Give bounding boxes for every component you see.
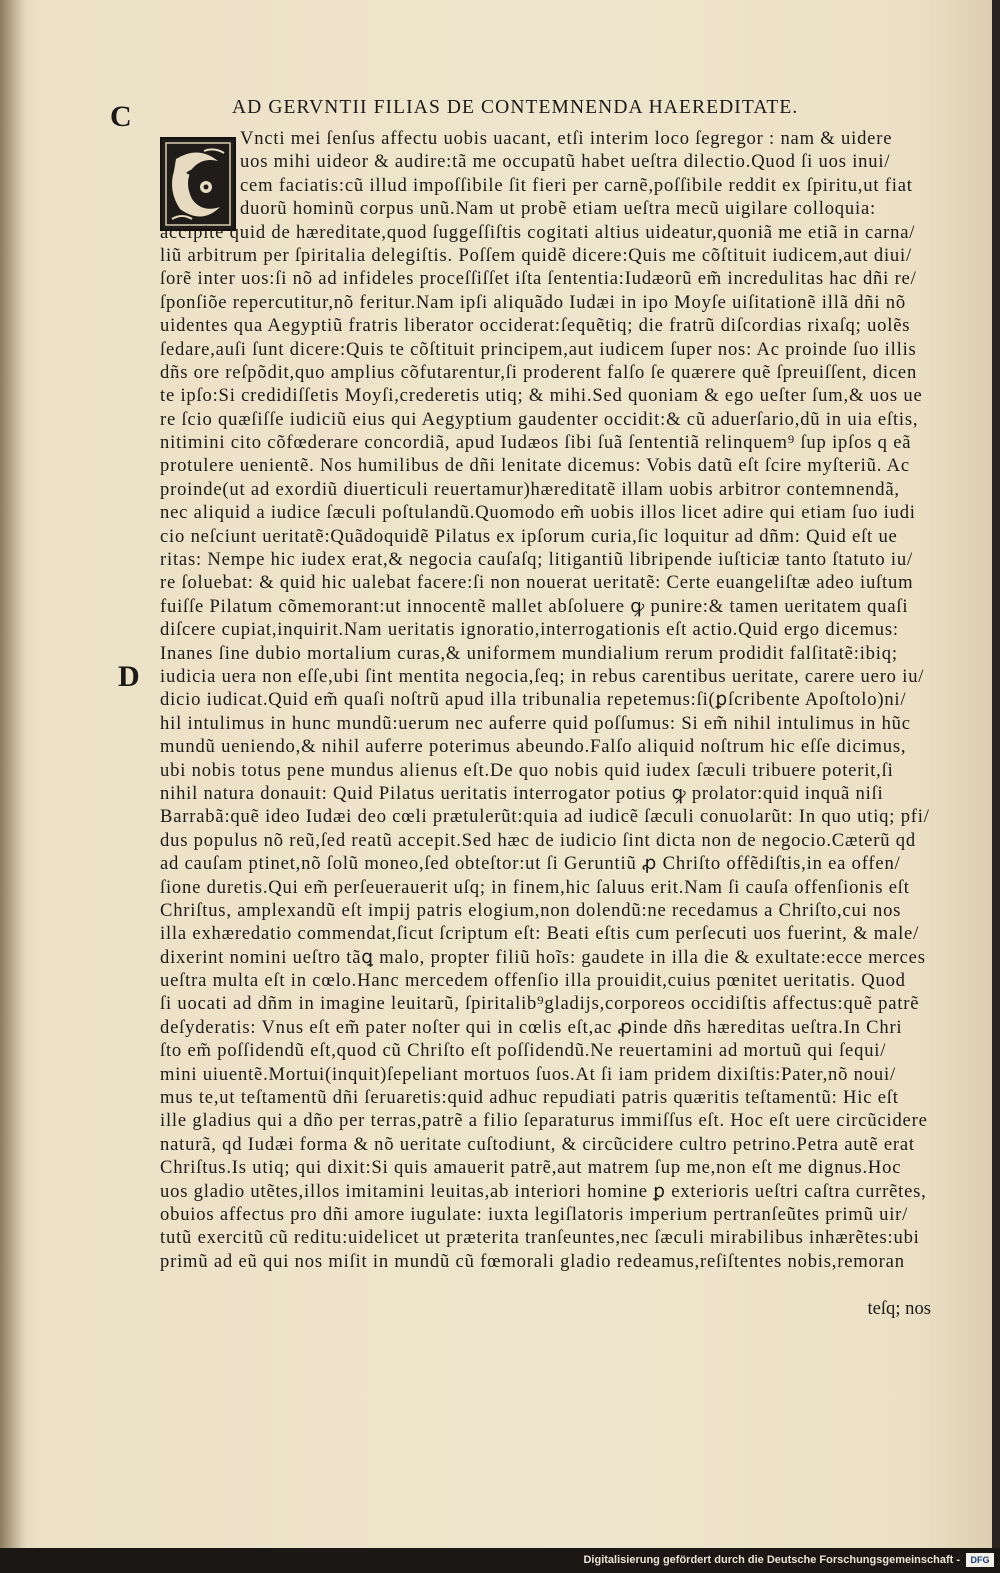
text-line: ſione duretis.Qui em̃ perſeuerauerit uſq; in finem,hic ſaluus erit.Nam ſi cauſa offenſionis eſt (160, 876, 910, 898)
text-line: Barrabã:quẽ ideo Iudæi deo cœli prætulerũt:quia ad iudicẽ ſæculi conuolarũt: In quo utiq; pfi/ (160, 806, 930, 828)
funding-notice: Digitalisierung gefördert durch die Deutsche Forschungsgemeinschaft - (583, 1554, 960, 1566)
text-line: ſponſiõe repercutitur,nõ feritur.Nam ipſi aliquãdo Iudæi in ipo Moyſe uiſitationẽ illã dñi nõ (160, 291, 906, 313)
catchword: teſq; nos (867, 1297, 931, 1319)
text-line: te ipſo:Si credidiſſetis Moyſi,crederetis utiq; & mihi.Sed quoniam & ego ueſter ſum,& uos ue (160, 385, 923, 407)
text-line: ubi nobis totus pene mundus alienus eſt.De quo nobis quid iudex ſæculi tribuere poterit,ſi (160, 759, 894, 781)
text-line: obuios affectus pro dñi amore iugulate: iuxta legiſlatoris imperium pertranſeũtes primũ uir/ (160, 1203, 909, 1225)
text-line: Chriſtus.Is utiq; qui dixit:Si quis amauerit patrẽ,aut matrem ſup me,non eſt me dignus.Hoc (160, 1157, 902, 1179)
text-line: ſi uocati ad dñm in imagine leuitarũ, ſpiritalib⁹gladijs,corporeos occidiſtis affectus:quẽ patrẽ (160, 993, 920, 1015)
text-line: dus populus nõ reũ,ſed reatũ accepit.Sed hæc de iudicio ſint dicta non de negocio.Cæterũ qd (160, 829, 916, 851)
margin-marker-c: C (110, 100, 132, 133)
text-line: deſyderatis: Vnus eſt em̃ pater noſter qui in cœlis eſt,ac ꝓinde dñs hæreditas ueſtra.In Chri (160, 1016, 903, 1038)
footer-bar (0, 1548, 1000, 1573)
text-line: nihil natura donauit: Quid Pilatus ueritatis interrogator potius ꝙ prolator:quid inquã niſi (160, 782, 884, 804)
text-line: Inanes ſine dubio mortalium curas,& uniformem mundialium rerum prodidit falſitatẽ:ibiq; (160, 642, 898, 664)
gutter-shadow (0, 0, 26, 1548)
text-line: uos mihi uideor & audire:tã me occupatũ habet ueſtra dilectio.Quod ſi uos inui/ (240, 151, 891, 173)
body-text (160, 127, 935, 1320)
text-line (160, 1273, 935, 1296)
page-edge (992, 0, 996, 1548)
text-line: naturã, qd Iudæi forma & nõ ueritate cuſtodiunt, & circũcidere cultro petrino.Petra autẽ erat (160, 1133, 915, 1155)
text-line: nec aliquid a iudice ſæculi poſtulandũ.Quomodo em̃ uobis illos licet adire qui etiam ſuo iudi (160, 502, 916, 524)
text-line: liũ arbitrum per ſpiritalia delegiſtis. Poſſem quidẽ dicere:Quis me cõſtituit iudicem,aut diui/ (160, 244, 912, 266)
text-line: primũ ad eũ qui nos miſit in mundũ cũ fœmorali gladio redeamus,reſiſtentes nobis,remoran (160, 1250, 905, 1272)
text-line: mini uiuentẽ.Mortui(inquit)ſepeliant mortuos ſuos.At ſi iam pridem dixiſtis:Pater,nõ noui/ (160, 1063, 896, 1085)
margin-marker-d: D (118, 660, 140, 693)
page-heading: AD GERVNTII FILIAS DE CONTEMNENDA HAEREDITATE. (232, 97, 799, 118)
text-line: ueſtra multa eſt in cœlo.Hanc mercedem offenſio illa prouidit,cuius pœnitet ueritatis. Quod (160, 970, 906, 992)
text-line: mus te,ut teſtamentũ dñi ſeruaretis:quid adhuc repudiati patris quæritis teſtamentũ: Hic eſt (160, 1087, 899, 1109)
text-line: Chriſtus, amplexandũ eſt impij patris elogium,non dolendũ:ne recedamus a Chriſto,cui nos (160, 899, 902, 921)
text-line: iudicia uera non eſſe,ubi ſint mentita negocia,ſeq; in rebus carentibus ueritate, carere uero iu/ (160, 665, 925, 687)
text-line: re ſcio quæſiſſe iudiciũ eius qui Aegyptium gaudenter occidit:& cũ aduerſario,dũ in uia eſtis, (160, 408, 919, 430)
text-line: tutũ exercitũ cũ reditu:uidelicet ut præterita tranſeuntes,nec ſæculi mirabilibus inhærẽtes:ubi (160, 1227, 920, 1249)
text-line: ad cauſam ptinet,nõ ſolũ moneo,ſed obteſtor:ut ſi Geruntiũ ꝓ Chriſto offẽdiſtis,in ea offen/ (160, 853, 901, 875)
text-line: illa exhæredatio commendat,ſicut ſcriptum eſt: Beati eſtis cum perſecuti uos fuerint, & male/ (160, 923, 920, 945)
text-line: ſto em̃ poſſidendũ eſt,quod cũ Chriſto eſt poſſidendũ.Ne reuertamini ad mortuũ qui ſequi/ (160, 1040, 887, 1062)
text-line: hil intulimus in hunc mundũ:uerum nec auferre quid poſſumus: Si em̃ nihil intulimus in hũc (160, 712, 911, 734)
text-line: fuiſſe Pilatum cõmemorant:ut innocentẽ mallet abſoluere ꝙ punire:& tamen ueritatem quaſi (160, 595, 909, 617)
text-line: Vncti mei ſenſus affectu uobis uacant, etſi interim loco ſegregor : nam & uidere (240, 128, 893, 149)
text-line: ille gladius qui a dño per terras,patrẽ a filio ſeparaturus immiſſus eſt. Hoc eſt uere circũcidere (160, 1110, 928, 1132)
text-line: uidentes qua Aegyptiũ fratris liberator occiderat:ſequẽtiq; die fratrũ diſcordias rixaſq; uolẽs (160, 315, 911, 337)
text-line: ſedare,auſi ſunt dicere:Quis te cõſtituit principem,aut iudicem ſuper nos: Ac proinde ſuo illis (160, 338, 917, 360)
text-line: mundũ ueniendo,& nihil auferre poterimus abeundo.Falſo aliquid noſtrum hic eſſe dicimus, (160, 736, 907, 758)
text-line: protulere uenientẽ. Nos humilibus de dñi lenitate dicemus: Vobis datũ eſt ſcire myſteriũ. Ac (160, 455, 910, 477)
text-line: duorũ hominũ corpus unũ.Nam ut probẽ etiam ueſtra mecũ uigilare colloquia: (240, 198, 876, 220)
text-line: accipite quid de hæreditate,quod ſuggeſſiſtis cogitati altius uideatur,quoniã me etiã in carna/ (160, 221, 916, 243)
text-line: re ſoluebat: & quid hic ualebat facere:ſi non nouerat ueritatẽ: Certe euangeliſtæ adeo iuſtum (160, 572, 914, 594)
text-line: ſorẽ inter uos:ſi nõ ad infideles proceſſiſſet iſta ſententia:Iudæorũ em̃ incredulitas hac dñi re/ (160, 268, 917, 290)
text-line: ritas: Nempe hic iudex erat,& negocia cauſaſq; litigantiũ libripende iuſticiæ tanto ſtatuto iu/ (160, 549, 913, 571)
text-line: proinde(ut ad exordiũ diuerticuli reuertamur)hæreditatẽ illam uobis arbitror contemnendã, (160, 478, 900, 500)
text-line: cem faciatis:cũ illud impoſſibile ſit fieri per carnẽ,poſſibile reddit ex ſpiritu,ut fiat (240, 174, 913, 196)
text-line: dicio iudicat.Quid em̃ quaſi noſtrũ apud illa tribunalia repetemus:ſi(ꝑſcribente Apoſtolo)ni/ (160, 689, 907, 711)
dfg-logo: DFG (966, 1553, 994, 1567)
text-line: dixerint nomini ueſtro tãꝗ malo, propter filiũ hoĩs: gaudete in illa die & exultate:ecce merces (160, 946, 926, 968)
text-line: dñs ore reſpõdit,quo amplius cõfutarentur,ſi proderent falſo ſe quærere quẽ ſpreuiſſent, dicen (160, 361, 918, 383)
text-line: uos gladio utẽtes,illos imitamini leuitas,ab interiori homine ꝑ exterioris ueſtri caſtra currẽtes, (160, 1180, 927, 1202)
text-line: cio neſciunt ueritatẽ:Quãdoquidẽ Pilatus ex ipſorum curia,ſic loquitur ad dñm: Quid eſt ue (160, 525, 898, 547)
text-line: diſcere cupiat,inquirit.Nam ueritatis ignoratio,interrogationis eſt actio.Quid ergo dicemus: (160, 619, 899, 641)
text-line: nitimini cito cõfœderare concordiã, apud Iudæos ſibi ſuã ſententiã relinquem⁹ ſup ipſos q eã (160, 432, 912, 454)
